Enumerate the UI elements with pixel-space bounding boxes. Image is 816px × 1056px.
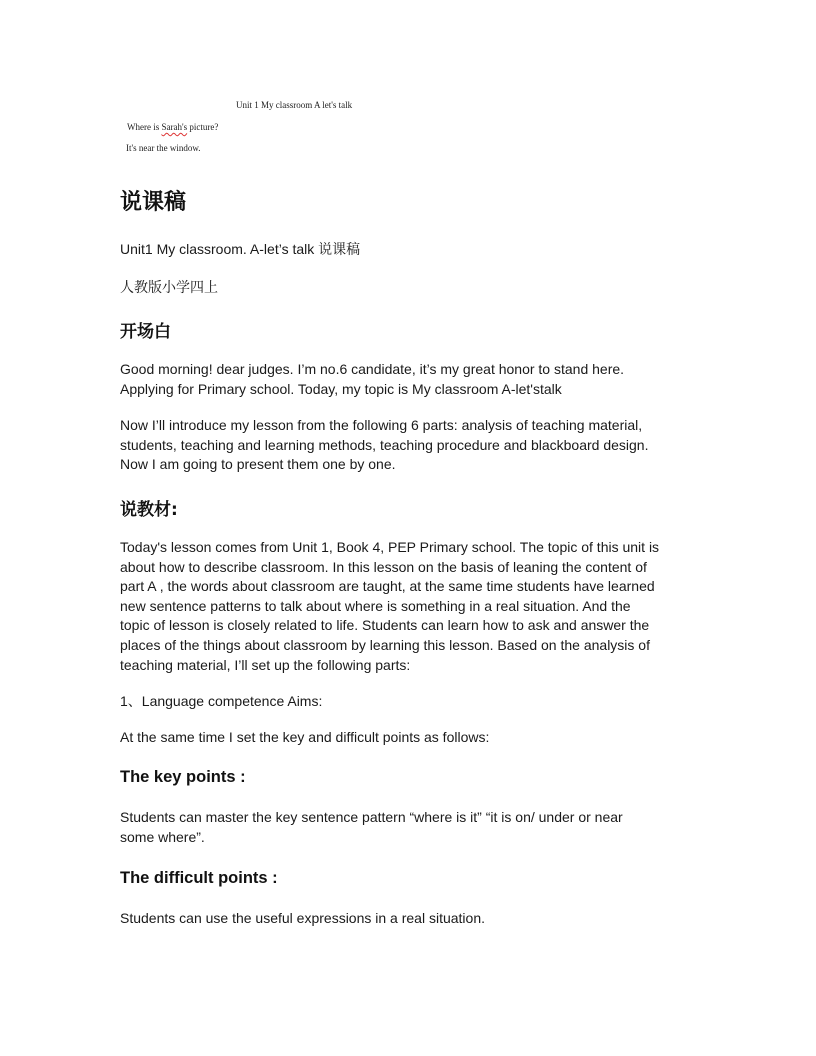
- opening-heading: 开场白: [120, 322, 171, 342]
- difficult-points-heading: The difficult points :: [120, 869, 278, 887]
- text-line: Students can use the useful expressions in a real situation.: [120, 910, 485, 926]
- image-caption-line1: [127, 122, 218, 132]
- opening-paragraph-2: [120, 416, 700, 475]
- aim-item: 1、Language competence Aims:: [120, 693, 323, 709]
- caption-suffix: picture?: [187, 122, 219, 132]
- text-line: some where”.: [120, 828, 205, 845]
- difficult-points-paragraph: [120, 909, 700, 929]
- lesson-subtitle: Unit1 My classroom. A-let’s talk 说课稿: [120, 241, 361, 257]
- text-line: students, teaching and learning methods, teaching procedure and blackboard design.: [120, 436, 649, 453]
- text-line: about how to describe classroom. In this lesson on the basis of leaning the content of: [120, 558, 647, 575]
- material-paragraph: [120, 538, 700, 675]
- text-line: new sentence patterns to talk about where is something in a real situation. And the: [120, 597, 631, 614]
- text-line: Today's lesson comes from Unit 1, Book 4, PEP Primary school. The topic of this unit is: [120, 539, 660, 555]
- material-heading: 说教材:: [120, 500, 178, 520]
- opening-paragraph-1: [120, 360, 700, 399]
- text-line: places of the things about classroom by learning this lesson. Based on the analysis of: [120, 636, 650, 653]
- text-line: Students can master the key sentence pattern “where is it” “it is on/ under or near: [120, 809, 623, 825]
- page-title: 说课稿: [120, 190, 187, 215]
- text-line: part A , the words about classroom are taught, at the same time students have learned: [120, 578, 655, 595]
- text-line: Applying for Primary school. Today, my topic is My classroom A-let'stalk: [120, 380, 562, 397]
- caption-prefix: Where is: [127, 122, 162, 132]
- key-points-paragraph: [120, 808, 700, 847]
- textbook-label: 人教版小学四上: [120, 280, 218, 296]
- text-line: Good morning! dear judges. I’m no.6 candidate, it’s my great honor to stand here.: [120, 361, 625, 377]
- key-intro: At the same time I set the key and difficult points as follows:: [120, 729, 490, 745]
- text-line: topic of lesson is closely related to life. Students can learn how to ask and answer the: [120, 617, 650, 634]
- caption-name: Sarah's: [161, 122, 188, 132]
- text-line: Now I’ll introduce my lesson from the following 6 parts: analysis of teaching material,: [120, 417, 643, 433]
- image-caption-line2: It's near the window.: [126, 143, 201, 153]
- text-line: Now I am going to present them one by one.: [120, 456, 396, 473]
- text-line: teaching material, I’ll set up the following parts:: [120, 656, 411, 673]
- image-caption-title: Unit 1 My classroom A let's talk: [236, 100, 353, 110]
- key-points-heading: The key points :: [120, 768, 246, 786]
